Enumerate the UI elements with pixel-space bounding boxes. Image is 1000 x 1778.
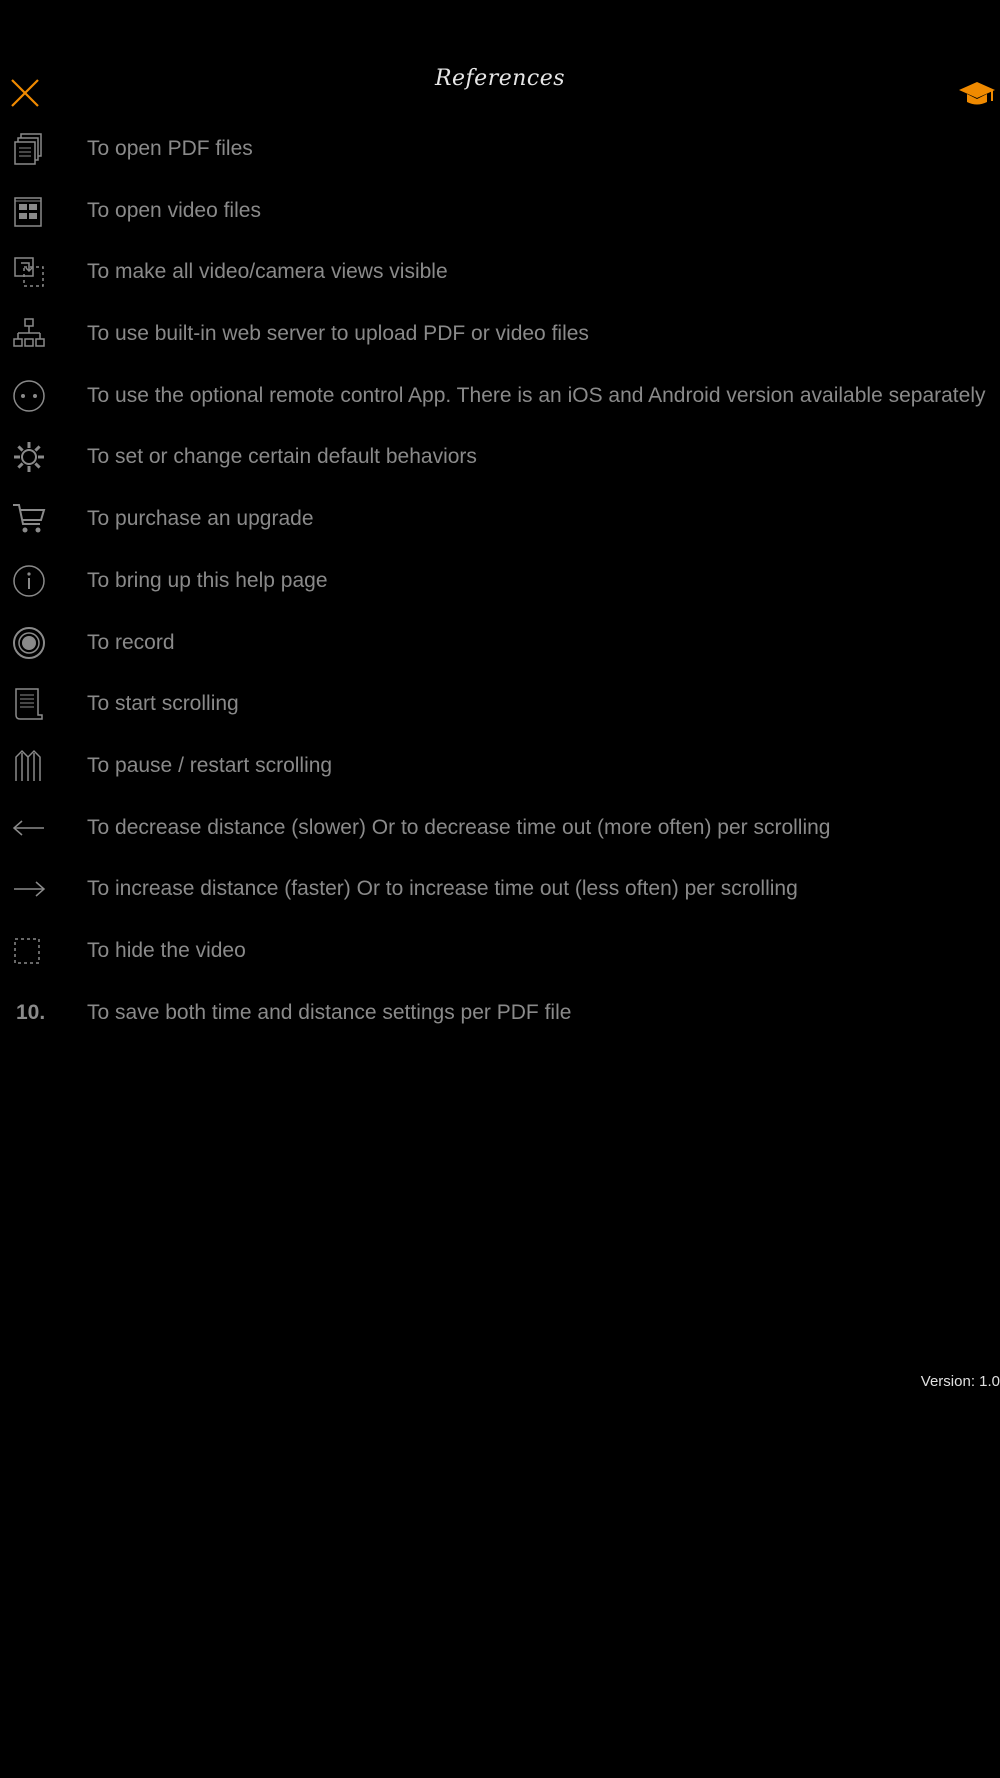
item-label: To hide the video [87,938,246,962]
list-item [0,118,1000,180]
hide-video-icon [12,934,46,968]
item-label: To pause / restart scrolling [87,753,333,777]
remote-control-icon [12,379,46,413]
record-icon [12,626,46,660]
item-label: To record [87,630,175,654]
top-bar [0,0,1000,130]
item-label: To use built-in web server to upload PDF or video files [87,322,589,346]
item-label: To bring up this help page [87,568,328,592]
list-item [0,858,1000,920]
list-item [0,365,1000,427]
item-label: To start scrolling [87,692,239,716]
list-item [0,612,1000,674]
camera-views-icon [12,255,46,289]
list-item [0,797,1000,859]
item-label: To decrease distance (slower) Or to decrease time out (more often) per scrolling [87,815,831,839]
item-label: To increase distance (faster) Or to increase time out (less often) per scrolling [87,877,798,901]
list-item [0,241,1000,303]
item-label: To open PDF files [87,137,253,160]
item-label: To make all video/camera views visible [87,260,448,284]
page-title: References [434,66,566,91]
info-icon [12,564,46,598]
version-label: Version: 1.0 [920,1373,1000,1390]
arrow-right-icon [12,872,46,906]
shopping-cart-icon [12,502,46,536]
item-label: To purchase an upgrade [87,507,314,531]
item-label: To use the optional remote control App. There is an iOS and Android version available separately [87,383,986,407]
list-item [0,426,1000,488]
reference-list [0,118,1000,1043]
list-item [0,982,1000,1044]
pdf-files-icon [12,132,46,166]
web-server-icon [12,317,46,351]
arrow-left-icon [12,811,46,845]
list-item [0,488,1000,550]
list-item [0,303,1000,365]
list-item [0,735,1000,797]
item-label: To save both time and distance settings per PDF file [87,1000,572,1024]
graduation-cap-icon [958,78,996,108]
pause-scrolling-icon [12,749,46,783]
list-item [0,180,1000,242]
item-label: To open video files [87,198,261,222]
item-label: To set or change certain default behaviors [87,445,477,469]
list-item [0,673,1000,735]
list-item [0,920,1000,982]
video-files-icon [12,194,46,228]
scroll-document-icon [12,687,46,721]
list-item [0,550,1000,612]
number-ten-icon: 10. [16,1000,46,1024]
help-button[interactable] [958,78,996,108]
settings-gear-icon [12,440,46,474]
